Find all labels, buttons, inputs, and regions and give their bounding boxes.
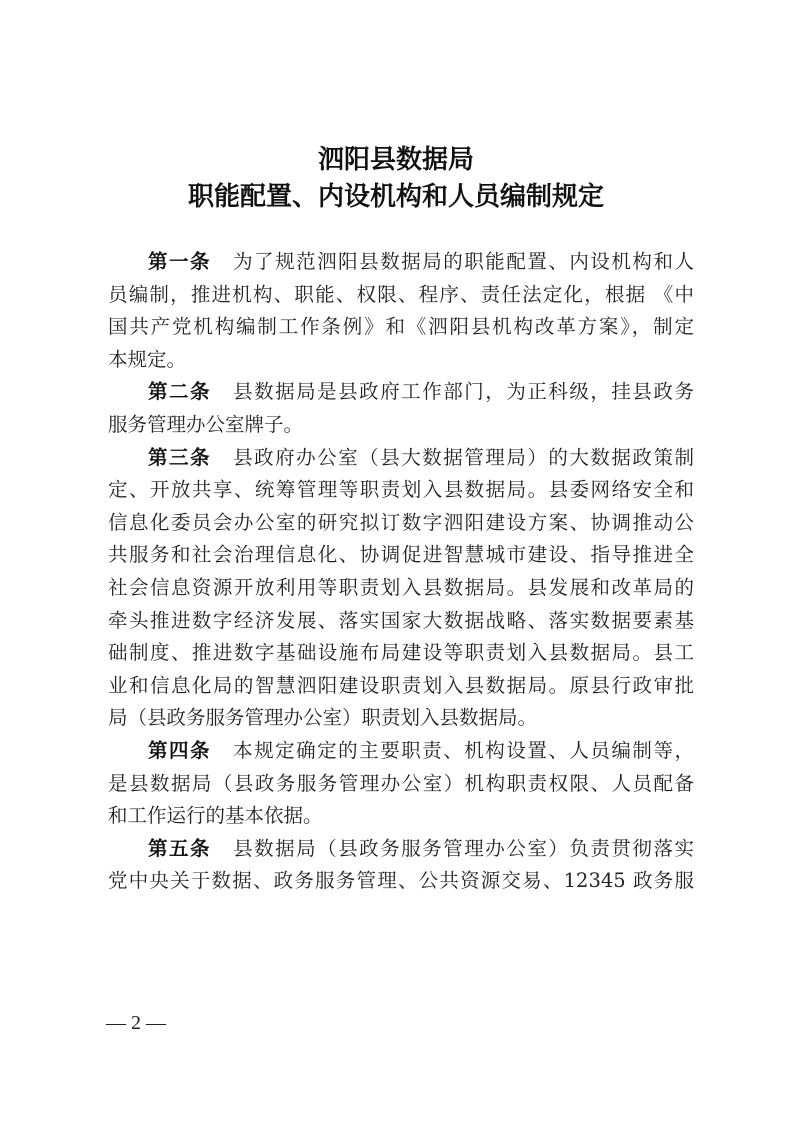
- article-text: 县政府办公室（县大数据管理局）的大数据政策制: [233, 445, 694, 469]
- article-line: 共服务和社会治理信息化、协调促进智慧城市建设、指导推进全: [108, 543, 694, 567]
- document-title-line-1: 泗阳县数据局: [317, 145, 474, 175]
- article-line: 局（县政务服务管理办公室）职责划入县数据局。: [108, 706, 538, 730]
- article-2: [108, 376, 694, 441]
- article-3: [108, 442, 694, 735]
- article-line: 业和信息化局的智慧泗阳建设职责划入县数据局。原县行政审批: [108, 673, 694, 697]
- article-line: [108, 735, 694, 768]
- article-label: 第二条: [148, 380, 212, 404]
- article-line: 牵头推进数字经济发展、落实国家大数据战略、落实数据要素基: [108, 608, 694, 632]
- article-line: 定、开放共享、统筹管理等职责划入县数据局。县委网络安全和: [108, 478, 694, 502]
- article-4: [108, 735, 694, 833]
- document-body: [108, 246, 694, 898]
- article-label: 第五条: [148, 836, 212, 860]
- article-line: 党中央关于数据、政务服务管理、公共资源交易、12345 政务服: [108, 869, 694, 893]
- article-line: 员编制，推进机构、职能、权限、程序、责任法定化，根据 《中: [108, 282, 694, 306]
- article-5: [108, 833, 694, 898]
- article-line: [108, 376, 694, 409]
- document-title-line-2: 职能配置、内设机构和人员编制规定: [187, 182, 604, 212]
- page-number: — 2 —: [106, 1012, 166, 1034]
- article-line: 社会信息资源开放利用等职责划入县数据局。县发展和改革局的: [108, 575, 694, 599]
- article-line: 和工作运行的基本依据。: [108, 804, 323, 828]
- article-label: 第一条: [148, 250, 212, 273]
- article-line: 国共产党机构编制工作条例》和《泗阳县机构改革方案》，制定: [108, 315, 694, 339]
- article-line: [108, 442, 694, 475]
- article-label: 第四条: [148, 738, 212, 762]
- article-line: [108, 833, 694, 866]
- article-text: 县数据局（县政务服务管理办公室）负责贯彻落实: [233, 836, 694, 860]
- article-line: 服务管理办公室牌子。: [108, 412, 304, 436]
- article-line: 信息化委员会办公室的研究拟订数字泗阳建设方案、协调推动公: [108, 510, 694, 534]
- article-1: [108, 246, 694, 376]
- article-line: 本规定。: [108, 347, 187, 371]
- article-text: 为了规范泗阳县数据局的职能配置、内设机构和人: [233, 250, 694, 273]
- article-line: 是县数据局（县政务服务管理办公室）机构职责权限、人员配备: [108, 771, 694, 795]
- article-label: 第三条: [148, 445, 212, 469]
- article-line: [108, 246, 694, 279]
- article-line: 础制度、推进数字基础设施布局建设等职责划入县数据局。县工: [108, 641, 694, 665]
- article-text: 县数据局是县政府工作部门，为正科级，挂县政务: [233, 380, 694, 404]
- article-text: 本规定确定的主要职责、机构设置、人员编制等，: [233, 738, 694, 762]
